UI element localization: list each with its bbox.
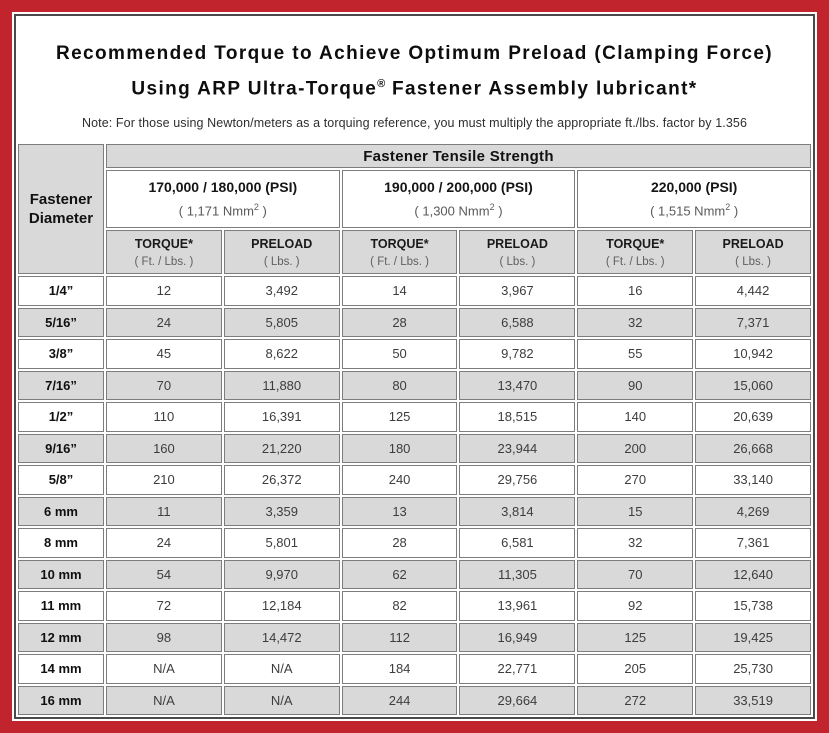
fastener-diameter-cell: 10 mm bbox=[18, 560, 104, 590]
table-row bbox=[18, 371, 811, 401]
torque-value-cell: N/A bbox=[106, 686, 222, 716]
preload-value-cell: 26,668 bbox=[695, 434, 811, 464]
torque-value-cell: 272 bbox=[577, 686, 693, 716]
torque-value-cell: 270 bbox=[577, 465, 693, 495]
table-row bbox=[18, 434, 811, 464]
content-panel bbox=[14, 14, 815, 719]
torque-value-cell: 16 bbox=[577, 276, 693, 306]
preload-value-cell: 9,782 bbox=[459, 339, 575, 369]
torque-value-cell: 200 bbox=[577, 434, 693, 464]
torque-value-cell: 210 bbox=[106, 465, 222, 495]
preload-value-cell: 20,639 bbox=[695, 402, 811, 432]
preload-value-cell: 33,519 bbox=[695, 686, 811, 716]
title-line2-pre: Using ARP Ultra-Torque bbox=[131, 78, 378, 100]
preload-value-cell: 33,140 bbox=[695, 465, 811, 495]
tensile-strength-header-row bbox=[18, 144, 811, 168]
torque-value-cell: 160 bbox=[106, 434, 222, 464]
preload-value-cell: 11,880 bbox=[224, 371, 340, 401]
preload-value-cell: N/A bbox=[224, 686, 340, 716]
preload-value-cell: 13,470 bbox=[459, 371, 575, 401]
preload-value-cell: 29,664 bbox=[459, 686, 575, 716]
torque-value-cell: 205 bbox=[577, 654, 693, 684]
fastener-diameter-cell: 8 mm bbox=[18, 528, 104, 558]
title-block bbox=[16, 16, 813, 142]
psi-label: 220,000 (PSI) bbox=[650, 179, 738, 196]
nmm-label: ( 1,515 Nmm$^2$ ) bbox=[650, 202, 739, 219]
preload-value-cell: 29,756 bbox=[459, 465, 575, 495]
fastener-diameter-cell: 1/2” bbox=[18, 402, 104, 432]
psi-group-header-190-200 bbox=[342, 170, 576, 228]
table-row bbox=[18, 497, 811, 527]
preload-value-cell: 19,425 bbox=[695, 623, 811, 653]
fastener-diameter-cell: 5/16” bbox=[18, 308, 104, 338]
table-row bbox=[18, 528, 811, 558]
torque-table bbox=[16, 142, 813, 717]
preload-value-cell: 13,961 bbox=[459, 591, 575, 621]
preload-value-cell: 15,060 bbox=[695, 371, 811, 401]
red-frame bbox=[12, 12, 817, 721]
preload-value-cell: 25,730 bbox=[695, 654, 811, 684]
preload-value-cell: 5,801 bbox=[224, 528, 340, 558]
column-header-row bbox=[18, 230, 811, 274]
torque-value-cell: 28 bbox=[342, 528, 458, 558]
torque-value-cell: 140 bbox=[577, 402, 693, 432]
torque-value-cell: 28 bbox=[342, 308, 458, 338]
torque-value-cell: 112 bbox=[342, 623, 458, 653]
psi-group-header-170-180 bbox=[106, 170, 340, 228]
preload-value-cell: 4,442 bbox=[695, 276, 811, 306]
torque-value-cell: 72 bbox=[106, 591, 222, 621]
preload-value-cell: N/A bbox=[224, 654, 340, 684]
preload-value-cell: 3,967 bbox=[459, 276, 575, 306]
torque-value-cell: 24 bbox=[106, 528, 222, 558]
table-row bbox=[18, 339, 811, 369]
torque-value-cell: 62 bbox=[342, 560, 458, 590]
torque-value-cell: 184 bbox=[342, 654, 458, 684]
fastener-diameter-cell: 1/4” bbox=[18, 276, 104, 306]
torque-value-cell: 32 bbox=[577, 308, 693, 338]
title-line2-post: Fastener Assembly lubricant* bbox=[385, 78, 698, 100]
torque-value-cell: 15 bbox=[577, 497, 693, 527]
preload-value-cell: 10,942 bbox=[695, 339, 811, 369]
table-row bbox=[18, 591, 811, 621]
fastener-diameter-cell: 3/8” bbox=[18, 339, 104, 369]
preload-value-cell: 3,814 bbox=[459, 497, 575, 527]
preload-value-cell: 15,738 bbox=[695, 591, 811, 621]
torque-column-header: TORQUE* ( Ft. / Lbs. ) bbox=[106, 230, 222, 274]
torque-value-cell: 70 bbox=[577, 560, 693, 590]
preload-value-cell: 6,588 bbox=[459, 308, 575, 338]
psi-label: 190,000 / 200,000 (PSI) bbox=[384, 179, 533, 196]
fastener-diameter-cell: 9/16” bbox=[18, 434, 104, 464]
registered-trademark-symbol: ® bbox=[377, 78, 386, 90]
fastener-diameter-cell: 16 mm bbox=[18, 686, 104, 716]
nmm-label: ( 1,300 Nmm$^2$ ) bbox=[414, 202, 503, 219]
torque-value-cell: 13 bbox=[342, 497, 458, 527]
table-row bbox=[18, 623, 811, 653]
preload-column-header: PRELOAD ( Lbs. ) bbox=[695, 230, 811, 274]
torque-value-cell: 45 bbox=[106, 339, 222, 369]
torque-value-cell: 90 bbox=[577, 371, 693, 401]
table-row bbox=[18, 308, 811, 338]
torque-value-cell: 24 bbox=[106, 308, 222, 338]
preload-value-cell: 16,949 bbox=[459, 623, 575, 653]
fastener-diameter-cell: 12 mm bbox=[18, 623, 104, 653]
preload-value-cell: 11,305 bbox=[459, 560, 575, 590]
torque-value-cell: 180 bbox=[342, 434, 458, 464]
preload-value-cell: 12,640 bbox=[695, 560, 811, 590]
preload-value-cell: 9,970 bbox=[224, 560, 340, 590]
torque-value-cell: 80 bbox=[342, 371, 458, 401]
preload-value-cell: 8,622 bbox=[224, 339, 340, 369]
fastener-diameter-header-line1: Fastener bbox=[29, 191, 93, 208]
torque-value-cell: 11 bbox=[106, 497, 222, 527]
torque-value-cell: 70 bbox=[106, 371, 222, 401]
preload-value-cell: 5,805 bbox=[224, 308, 340, 338]
torque-value-cell: 14 bbox=[342, 276, 458, 306]
table-row bbox=[18, 465, 811, 495]
table-body bbox=[18, 276, 811, 715]
table-row bbox=[18, 560, 811, 590]
preload-value-cell: 18,515 bbox=[459, 402, 575, 432]
preload-value-cell: 26,372 bbox=[224, 465, 340, 495]
preload-value-cell: 16,391 bbox=[224, 402, 340, 432]
page-title-line1: Recommended Torque to Achieve Optimum Preload (Clamping Force) bbox=[55, 43, 774, 64]
page-title-line2 bbox=[16, 69, 813, 104]
torque-value-cell: 50 bbox=[342, 339, 458, 369]
preload-value-cell: 4,269 bbox=[695, 497, 811, 527]
tensile-strength-header: Fastener Tensile Strength bbox=[106, 144, 811, 168]
table-row bbox=[18, 402, 811, 432]
preload-value-cell: 7,371 bbox=[695, 308, 811, 338]
torque-column-header: TORQUE* ( Ft. / Lbs. ) bbox=[342, 230, 458, 274]
torque-value-cell: 110 bbox=[106, 402, 222, 432]
torque-value-cell: 244 bbox=[342, 686, 458, 716]
fastener-diameter-cell: 5/8” bbox=[18, 465, 104, 495]
fastener-diameter-cell: 14 mm bbox=[18, 654, 104, 684]
torque-value-cell: N/A bbox=[106, 654, 222, 684]
preload-value-cell: 7,361 bbox=[695, 528, 811, 558]
table-row bbox=[18, 276, 811, 306]
nmm-label: ( 1,171 Nmm$^2$ ) bbox=[178, 202, 267, 219]
torque-value-cell: 125 bbox=[577, 623, 693, 653]
preload-value-cell: 23,944 bbox=[459, 434, 575, 464]
torque-value-cell: 125 bbox=[342, 402, 458, 432]
preload-value-cell: 3,492 bbox=[224, 276, 340, 306]
torque-value-cell: 240 bbox=[342, 465, 458, 495]
preload-value-cell: 6,581 bbox=[459, 528, 575, 558]
torque-value-cell: 54 bbox=[106, 560, 222, 590]
psi-group-header-220 bbox=[577, 170, 811, 228]
preload-column-header: PRELOAD ( Lbs. ) bbox=[224, 230, 340, 274]
conversion-note: Note: For those using Newton/meters as a torquing reference, you must multiply the appropriate ft./lbs. factor by 1.356 bbox=[81, 116, 747, 131]
torque-value-cell: 92 bbox=[577, 591, 693, 621]
fastener-diameter-cell: 7/16” bbox=[18, 371, 104, 401]
torque-value-cell: 12 bbox=[106, 276, 222, 306]
fastener-diameter-header-line2: Diameter bbox=[28, 210, 94, 227]
torque-value-cell: 32 bbox=[577, 528, 693, 558]
fastener-diameter-cell: 11 mm bbox=[18, 591, 104, 621]
fastener-diameter-cell: 6 mm bbox=[18, 497, 104, 527]
psi-label: 170,000 / 180,000 (PSI) bbox=[148, 179, 298, 196]
preload-value-cell: 12,184 bbox=[224, 591, 340, 621]
table-row bbox=[18, 654, 811, 684]
preload-column-header: PRELOAD ( Lbs. ) bbox=[459, 230, 575, 274]
preload-value-cell: 22,771 bbox=[459, 654, 575, 684]
torque-column-header: TORQUE* ( Ft. / Lbs. ) bbox=[577, 230, 693, 274]
preload-value-cell: 14,472 bbox=[224, 623, 340, 653]
torque-value-cell: 82 bbox=[342, 591, 458, 621]
fastener-diameter-header bbox=[18, 144, 104, 274]
preload-value-cell: 3,359 bbox=[224, 497, 340, 527]
table-row bbox=[18, 686, 811, 716]
torque-value-cell: 55 bbox=[577, 339, 693, 369]
preload-value-cell: 21,220 bbox=[224, 434, 340, 464]
psi-header-row bbox=[18, 170, 811, 228]
torque-value-cell: 98 bbox=[106, 623, 222, 653]
